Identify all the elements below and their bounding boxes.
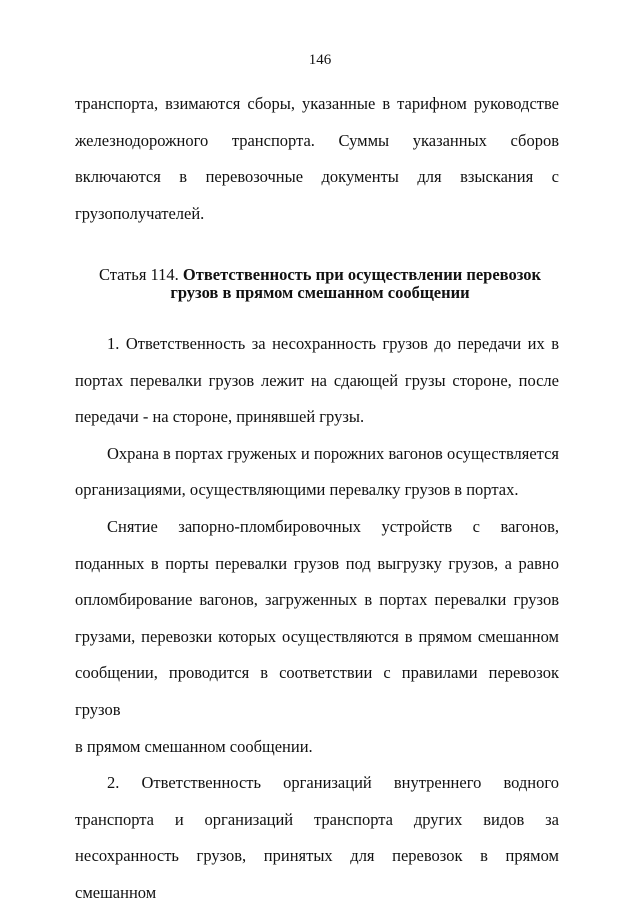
article-title-line-1: Ответственность при осуществлении перевозок — [182, 265, 541, 284]
text-line: железнодорожного транспорта. Суммы указанных сборов — [75, 130, 559, 150]
text-line: несохранность грузов, принятых для перевозок в прямом смешанном — [75, 846, 559, 902]
article-heading-line-1 — [0, 266, 640, 284]
paragraph-continuation — [75, 86, 559, 232]
continuation-paragraph — [75, 86, 559, 232]
paragraph-1 — [75, 326, 559, 363]
text-line: поданных в порты перевалки грузов под выгрузку грузов, а равно — [75, 553, 559, 573]
article-body — [75, 326, 559, 912]
article-title-line-2: грузов в прямом смешанном сообщении — [170, 283, 470, 302]
text-line: передачи - на стороне, принявшей грузы. — [75, 407, 365, 427]
text-line: 1. Ответственность за несохранность грузов до передачи их в — [107, 334, 559, 353]
text-line: грузами, перевозки которых осуществляются в прямом смешанном — [75, 626, 559, 646]
article-heading — [0, 266, 640, 302]
paragraph-4 — [75, 765, 559, 911]
paragraph-3 — [75, 509, 559, 765]
article-label: Статья 114. — [98, 265, 179, 284]
page-number: 146 — [308, 52, 332, 68]
text-line: в прямом смешанном сообщении. — [75, 736, 313, 756]
text-line: транспорта, взимаются сборы, указанные в тарифном руководстве — [75, 94, 559, 113]
text-line: грузополучателей. — [75, 203, 205, 223]
text-line: организациями, осуществляющими перевалку грузов в портах. — [75, 480, 519, 500]
text-line: сообщении, проводится в соответствии с правилами перевозок грузов — [75, 663, 559, 719]
text-line: опломбирование вагонов, загруженных в портах перевалки грузов — [75, 590, 559, 610]
paragraph-2 — [75, 436, 559, 509]
text-line: транспорта и организаций транспорта других видов за — [75, 809, 559, 829]
text-line: включаются в перевозочные документы для взыскания с — [75, 167, 559, 187]
text-line: Снятие запорно-пломбировочных устройств с вагонов, — [107, 516, 559, 536]
text-line: 2. Ответственность организаций внутреннего водного — [107, 773, 559, 793]
text-line: портах перевалки грузов лежит на сдающей грузы стороне, после — [75, 370, 559, 390]
text-line: Охрана в портах груженых и порожних вагонов осуществляется — [107, 443, 559, 463]
